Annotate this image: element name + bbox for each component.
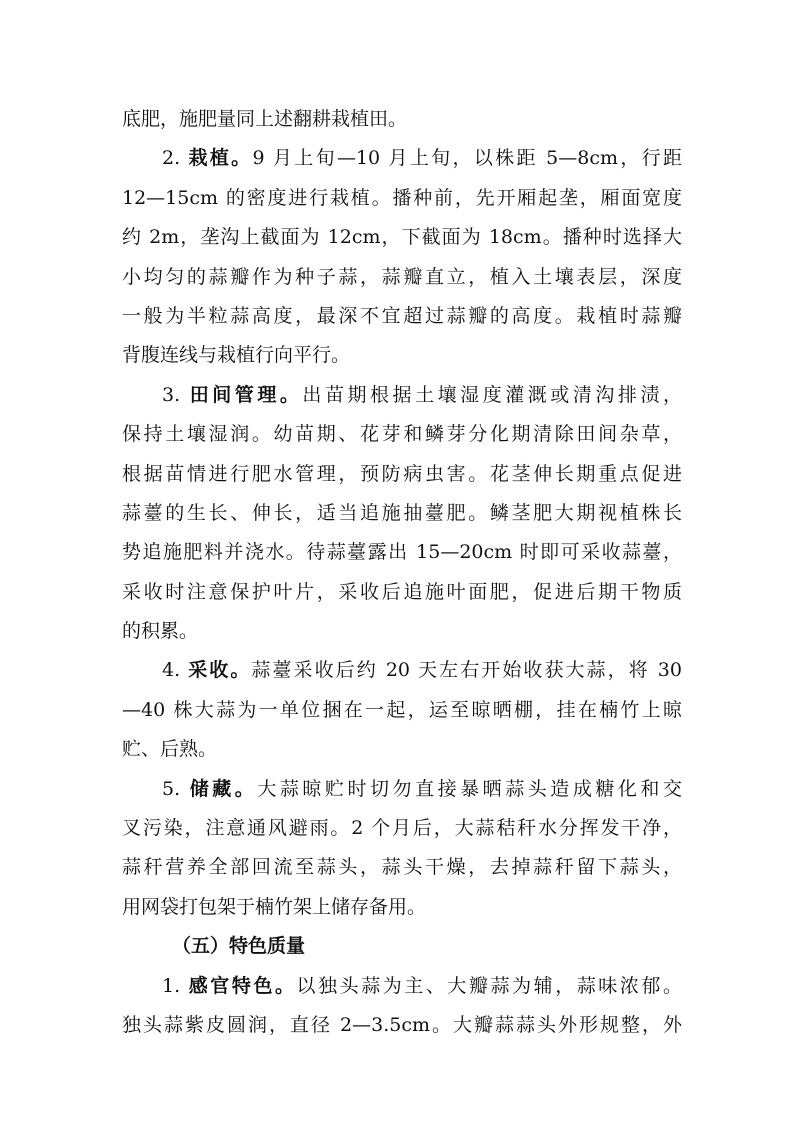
text-line: 根据苗情进行肥水管理，预防病虫害。花茎伸长期重点促进 [122, 462, 682, 485]
text-line: 底肥，施肥量同上述翻耕栽植田。 [122, 108, 408, 130]
item-text: 9 月上旬—10 月上旬，以株距 5—8cm，行距 [252, 147, 682, 170]
numbered-item-line [122, 376, 682, 415]
item-number: 1. [162, 974, 181, 997]
item-number: 3. [162, 383, 181, 406]
text-line: 12—15cm 的密度进行栽植。播种前，先开厢起垄，厢面宽度 [122, 186, 682, 209]
text-line: 一般为半粒蒜高度，最深不宜超过蒜瓣的高度。栽植时蒜瓣 [122, 304, 682, 327]
text-line: 独头蒜紫皮圆润，直径 2—3.5cm。大瓣蒜蒜头外形规整，外 [122, 1013, 682, 1036]
text-line: 背腹连线与栽植行向平行。 [122, 344, 351, 367]
text-line: 蒜薹的生长、伸长，适当追施抽薹肥。鳞茎肥大期视植株长 [122, 501, 682, 524]
text-line: 势追施肥料并浇水。待蒜薹露出 15—20cm 时即可采收蒜薹， [122, 541, 682, 564]
numbered-item-line [122, 967, 682, 1006]
text-line: 采收时注意保护叶片，采收后追施叶面肥，促进后期干物质 [122, 580, 682, 603]
text-line: —40 株大蒜为一单位捆在一起，运至晾晒棚，挂在楠竹上晾 [122, 698, 682, 721]
text-line: 小均匀的蒜瓣作为种子蒜，蒜瓣直立，植入土壤表层，深度 [122, 265, 682, 288]
numbered-item-line [122, 139, 682, 178]
item-number: 4. [162, 659, 181, 682]
text-line: 约 2m，垄沟上截面为 12cm，下截面为 18cm。播种时选择大 [122, 226, 682, 249]
item-number: 2. [162, 147, 181, 170]
item-number: 5. [162, 777, 181, 800]
section-heading: （五）特色质量 [172, 935, 306, 958]
text-line: 的积累。 [122, 620, 199, 643]
item-title: 感官特色。 [188, 974, 297, 997]
item-text: 出苗期根据土壤湿度灌溉或清沟排渍， [302, 383, 682, 406]
numbered-item-line [122, 651, 682, 690]
text-line: 叉污染，注意通风避雨。2 个月后，大蒜秸秆水分挥发干净， [122, 817, 682, 840]
text-line: 保持土壤湿润。幼苗期、花芽和鳞芽分化期清除田间杂草， [122, 423, 682, 446]
item-text: 大蒜晾贮时切勿直接暴晒蒜头造成糖化和交 [257, 777, 682, 800]
body-text [122, 100, 682, 1045]
item-title: 储藏。 [189, 777, 258, 800]
item-title: 栽植。 [188, 147, 253, 170]
item-text: 以独头蒜为主、大瓣蒜为辅，蒜味浓郁。 [296, 974, 682, 997]
text-line: 贮、后熟。 [122, 738, 218, 761]
numbered-item-line [122, 770, 682, 809]
item-title: 采收。 [188, 659, 252, 682]
text-line: 蒜秆营养全部回流至蒜头，蒜头干燥，去掉蒜秆留下蒜头， [122, 856, 682, 879]
text-line: 用网袋打包架于楠竹架上储存备用。 [122, 895, 427, 918]
item-text: 蒜薹采收后约 20 天左右开始收获大蒜，将 30 [251, 659, 682, 682]
item-title: 田间管理。 [189, 383, 303, 406]
